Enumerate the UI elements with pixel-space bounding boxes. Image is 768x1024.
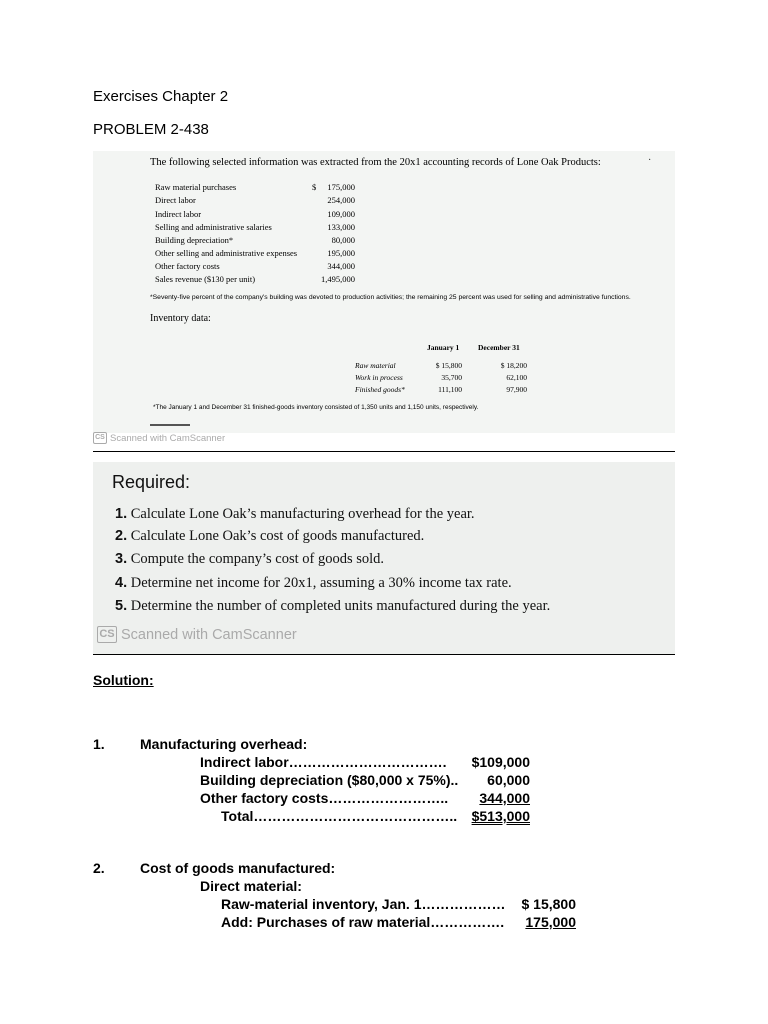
divider (93, 451, 675, 452)
account-value: 254,000 (327, 195, 355, 205)
line-amount: 175,000 (525, 914, 576, 930)
scanned-requirements (93, 462, 675, 654)
finished-goods-footnote: *The January 1 and December 31 finished-goods inventory consisted of 1,350 units and 1,150 units, respectively. (153, 404, 479, 411)
required-item (115, 506, 475, 523)
item-text: Determine net income for 20x1, assuming a 30% income tax rate. (130, 575, 512, 591)
watermark-text: Scanned with CamScanner (121, 626, 297, 643)
document-title: Exercises Chapter 2 (93, 88, 229, 105)
item-number: 4. (115, 575, 128, 591)
account-value: 1,495,000 (321, 274, 355, 284)
account-value: 344,000 (327, 261, 355, 271)
camscanner-logo-icon: CS (93, 432, 107, 444)
inventory-jan-value: $ 15,800 (435, 361, 462, 370)
inventory-header-jan: January 1 (427, 343, 460, 352)
item-text: Calculate Lone Oak’s manufacturing overhead for the year. (130, 506, 475, 522)
inventory-jan-value: 35,700 (441, 373, 462, 382)
line-amount: $ 15,800 (521, 896, 576, 912)
inventory-row-label: Raw material (355, 361, 396, 370)
line-label: Other factory costs…………………….. (200, 790, 449, 806)
inventory-jan-value: 111,100 (438, 385, 462, 394)
scanned-problem-data (93, 151, 675, 433)
inventory-row-label: Finished goods* (355, 385, 405, 394)
currency-sign: $ (312, 182, 317, 192)
required-title: Required: (112, 472, 191, 492)
line-amount: $109,000 (471, 754, 530, 770)
account-label: Selling and administrative salaries (155, 222, 272, 232)
solution-title: Solution: (93, 672, 154, 688)
required-item (115, 528, 424, 545)
inventory-dec-value: 62,100 (506, 373, 527, 382)
account-label: Raw material purchases (155, 182, 237, 192)
item-number: 2. (115, 528, 128, 544)
item-number: 1. (115, 506, 128, 522)
account-value: 109,000 (327, 209, 355, 219)
line-label: Building depreciation ($80,000 x 75%).. (200, 772, 459, 788)
building-footnote: *Seventy-five percent of the company's building was devoted to production activities; the remaining 25 percent was used for selling and administrative functions. (150, 294, 631, 301)
line-amount: 60,000 (487, 772, 530, 788)
account-value: 195,000 (327, 248, 355, 258)
item-text: Determine the number of completed units manufactured during the year. (130, 598, 551, 614)
camscanner-watermark (93, 432, 225, 444)
account-label: Other selling and administrative expenses (155, 248, 298, 258)
part-number: 1. (93, 736, 105, 752)
camscanner-logo-icon: CS (97, 626, 117, 643)
line-amount: 344,000 (479, 790, 530, 806)
scan-speck: · (648, 155, 652, 166)
account-value: 133,000 (327, 222, 355, 232)
watermark-text: Scanned with CamScanner (110, 432, 226, 444)
item-number: 3. (115, 551, 128, 567)
required-item (115, 551, 384, 568)
part-heading: Cost of goods manufactured: (140, 860, 336, 876)
total-label: Total…………………………………….. (221, 808, 458, 824)
inventory-dec-value: 97,900 (506, 385, 527, 394)
item-number: 5. (115, 598, 128, 614)
account-label: Sales revenue ($130 per unit) (155, 274, 256, 284)
account-value: 80,000 (331, 235, 355, 245)
total-amount: $513,000 (471, 808, 530, 824)
part-subheading: Direct material: (200, 878, 302, 894)
camscanner-watermark (97, 626, 297, 643)
line-label: Add: Purchases of raw material……………. (221, 914, 505, 930)
required-item (115, 575, 512, 592)
cut-off-text (150, 424, 190, 426)
account-label: Indirect labor (155, 209, 202, 219)
line-label: Raw-material inventory, Jan. 1……………… (221, 896, 506, 912)
inventory-header-dec: December 31 (478, 343, 520, 352)
divider (93, 654, 675, 655)
account-label: Building depreciation* (155, 235, 234, 245)
problem-title: PROBLEM 2-438 (93, 121, 209, 138)
account-label: Other factory costs (155, 261, 220, 271)
inventory-dec-value: $ 18,200 (500, 361, 527, 370)
part-heading: Manufacturing overhead: (140, 736, 308, 752)
account-label: Direct labor (155, 195, 196, 205)
account-value: 175,000 (327, 182, 355, 192)
item-text: Calculate Lone Oak’s cost of goods manufactured. (130, 528, 425, 544)
item-text: Compute the company’s cost of goods sold. (130, 551, 385, 567)
problem-intro: The following selected information was extracted from the 20x1 accounting records of Lone Oak Products: (150, 157, 601, 168)
required-item (115, 598, 550, 615)
part-number: 2. (93, 860, 105, 876)
line-label: Indirect labor……………………………. (200, 754, 447, 770)
inventory-row-label: Work in process (355, 373, 403, 382)
inventory-title: Inventory data: (150, 313, 211, 324)
